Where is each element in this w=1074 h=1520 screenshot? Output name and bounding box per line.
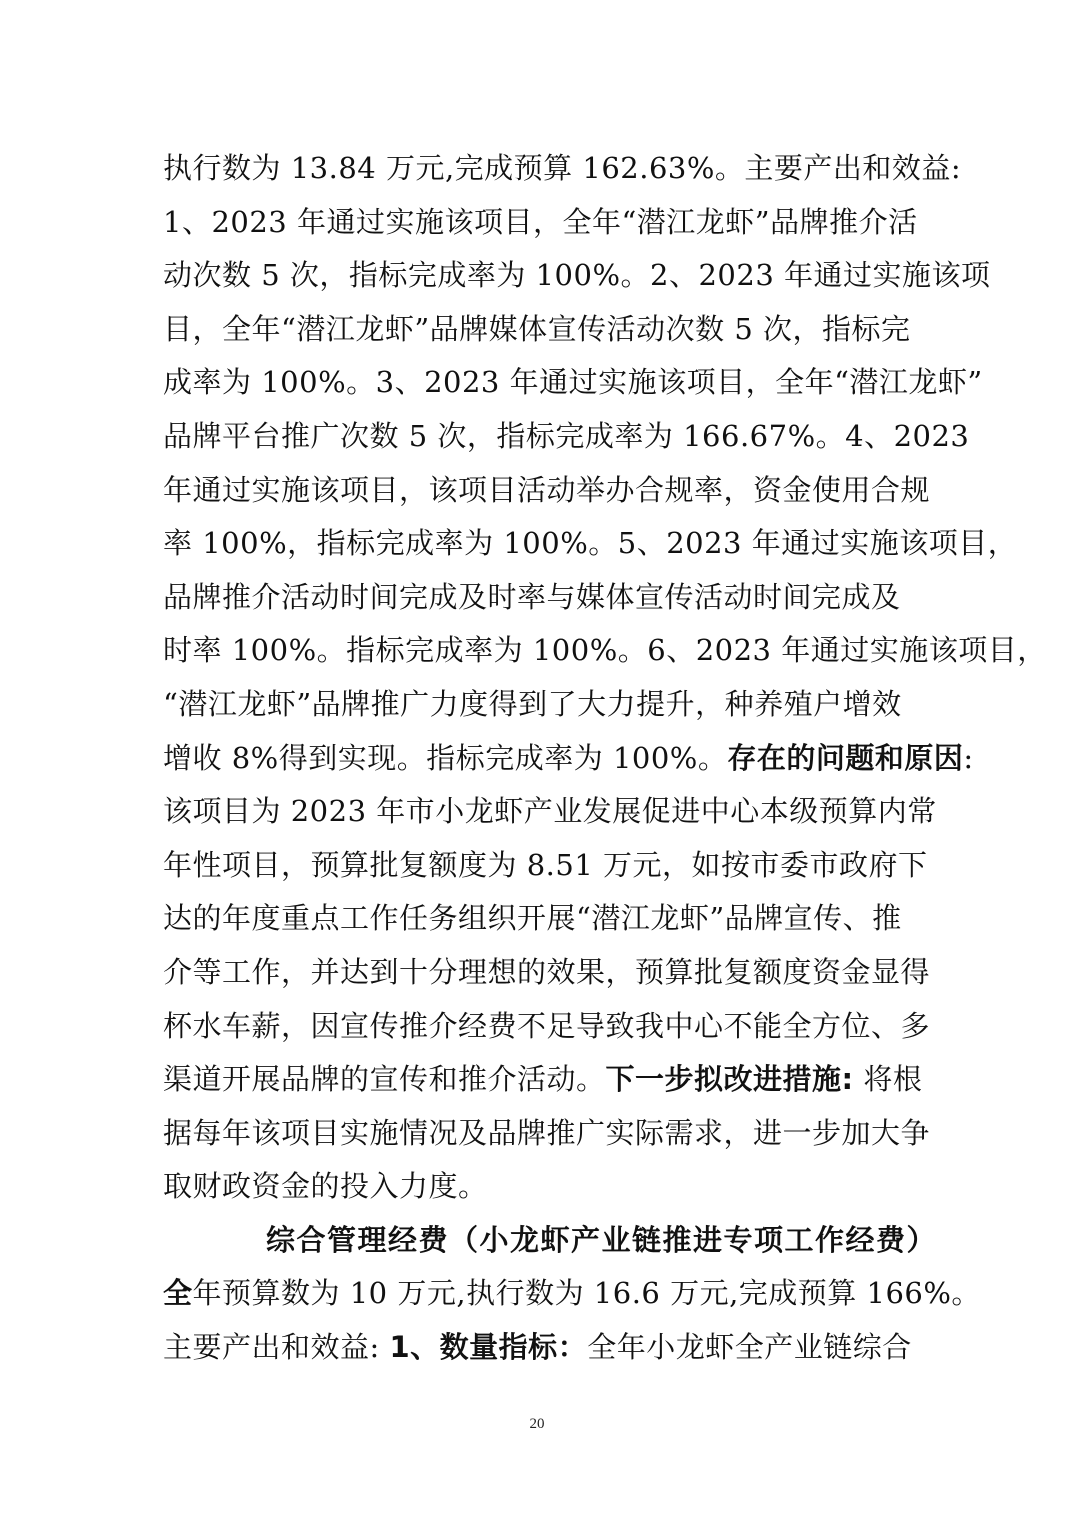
text-run: 动次数 5 次，指标完成率为 100%。2、2023 年通过实施该项 xyxy=(163,258,991,293)
text-run: 渠道开展品牌的宣传和推介活动。 xyxy=(163,1062,606,1097)
text-line xyxy=(163,410,970,464)
text-run: 年性项目，预算批复额度为 8.51 万元，如按市委市政府下 xyxy=(163,847,928,882)
text-line xyxy=(163,249,991,303)
text-line xyxy=(163,142,962,196)
text-run: 执行数为 13.84 万元,完成预算 162.63%。主要产出和效益: xyxy=(163,151,962,185)
text-run: 增收 8%得到实现。指标完成率为 100%。 xyxy=(163,740,728,775)
text-run: 杯水车薪，因宣传推介经费不足导致我中心不能全方位、多 xyxy=(163,1008,931,1043)
text-line xyxy=(163,892,913,946)
text-line xyxy=(163,1160,913,1214)
text-line xyxy=(163,196,918,250)
text-run: “潜江龙虾”品牌推广力度得到了大力提升，种养殖户增效 xyxy=(163,686,902,721)
text-line xyxy=(163,946,931,1000)
page-number: 20 xyxy=(529,1416,545,1432)
text-line xyxy=(163,303,913,357)
text-run: 将根 xyxy=(853,1062,923,1097)
bold-text-run: 综合管理经费（小龙虾产业链推进专项工作经费） xyxy=(266,1222,938,1257)
text-run: 品牌推介活动时间完成及时率与媒体宣传活动时间完成及 xyxy=(163,579,901,614)
text-run: 年预算数为 10 万元,执行数为 16.6 万元,完成预算 166%。 xyxy=(192,1276,981,1311)
text-line xyxy=(163,678,913,732)
text-line xyxy=(163,464,931,518)
text-run: 据每年该项目实施情况及品牌推广实际需求，进一步加大争 xyxy=(163,1115,931,1150)
body-text xyxy=(163,142,1047,1375)
text-line xyxy=(163,1107,931,1161)
text-line xyxy=(163,624,1047,678)
text-line xyxy=(163,571,913,625)
text-line xyxy=(163,1000,931,1054)
text-run: 介等工作，并达到十分理想的效果，预算批复额度资金显得 xyxy=(163,954,931,989)
text-line xyxy=(163,839,928,893)
text-run: 时率 100%。指标完成率为 100%。6、2023 年通过实施该项目， xyxy=(163,633,1047,668)
text-run: 该项目为 2023 年市小龙虾产业发展促进中心本级预算内常 xyxy=(163,794,937,829)
text-line xyxy=(163,1053,923,1107)
text-line xyxy=(163,1267,981,1321)
bold-text-run: 全 xyxy=(163,1276,193,1311)
text-run: 取财政资金的投入力度。 xyxy=(163,1169,488,1204)
text-run: : xyxy=(963,740,974,775)
bold-text-run: 1、数量指标： xyxy=(389,1330,588,1365)
text-run: 年通过实施该项目，该项目活动举办合规率，资金使用合规 xyxy=(163,472,931,507)
text-run: 主要产出和效益: xyxy=(163,1330,390,1365)
text-line xyxy=(163,732,974,786)
bold-text-run: 下一步拟改进措施: xyxy=(605,1062,854,1097)
text-run: 全年小龙虾全产业链综合 xyxy=(587,1330,912,1365)
text-line xyxy=(163,1321,913,1375)
section-heading xyxy=(163,1214,938,1268)
text-line xyxy=(163,356,983,410)
text-run: 达的年度重点工作任务组织开展“潜江龙虾”品牌宣传、推 xyxy=(163,901,902,936)
text-run: 1、2023 年通过实施该项目，全年“潜江龙虾”品牌推介活 xyxy=(163,204,918,239)
text-line xyxy=(163,785,937,839)
bold-text-run: 存在的问题和原因 xyxy=(727,740,964,775)
text-run: 成率为 100%。3、2023 年通过实施该项目，全年“潜江龙虾” xyxy=(163,365,983,400)
text-line xyxy=(163,517,1018,571)
text-run: 品牌平台推广次数 5 次，指标完成率为 166.67%。4、2023 xyxy=(163,418,970,453)
text-run: 目，全年“潜江龙虾”品牌媒体宣传活动次数 5 次，指标完 xyxy=(163,311,911,346)
text-run: 率 100%，指标完成率为 100%。5、2023 年通过实施该项目， xyxy=(163,526,1018,561)
